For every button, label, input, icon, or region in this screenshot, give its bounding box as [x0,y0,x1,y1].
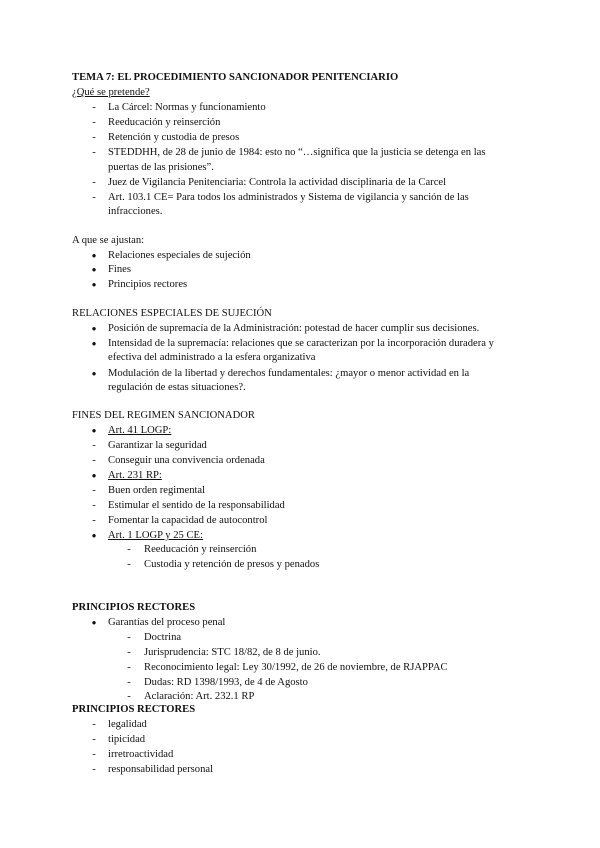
list-item: Art. 1 LOGP y 25 CE: [108,530,203,541]
dash-marker: - [92,192,96,203]
bullet-marker: ● [91,324,97,333]
list-item: Garantizar la seguridad [108,440,207,451]
list-item: Art. 231 RP: [108,470,162,481]
list-item: legalidad [108,719,147,730]
list-item-continuation: regulación de estas situaciones?. [108,382,246,393]
dash-marker: - [127,691,131,702]
section-heading-principios-2: PRINCIPIOS RECTORES [72,704,196,715]
sub-list-item: Reconocimiento legal: Ley 30/1992, de 26 de noviembre, de RJAPPAC [144,662,448,673]
section-heading-relaciones: RELACIONES ESPECIALES DE SUJECIÓN [72,308,272,319]
dash-marker: - [92,485,96,496]
section-heading-pretende: ¿Qué se pretende? [72,87,150,98]
dash-marker: - [92,102,96,113]
list-item: Garantías del proceso penal [108,617,226,628]
bullet-marker: ● [91,265,97,274]
list-item-continuation: infracciones. [108,206,163,217]
bullet-marker: ● [91,369,97,378]
bullet-marker: ● [91,280,97,289]
list-item: Art. 103.1 CE= Para todos los administrados y Sistema de vigilancia y sanción de las [108,192,469,203]
bullet-marker: ● [91,251,97,260]
list-item: STEDDHH, de 28 de junio de 1984: esto no “…significa que la justicia se detenga en las [108,147,486,158]
list-item: Estimular el sentido de la responsabilidad [108,500,285,511]
section-heading-ajustan: A que se ajustan: [72,235,145,246]
list-item: Fines [108,264,131,275]
dash-marker: - [92,500,96,511]
list-item-continuation: puertas de las prisiones”. [108,162,214,173]
list-item: Retención y custodia de presos [108,132,240,143]
dash-marker: - [92,749,96,760]
list-item: Posición de supremacía de la Administración: potestad de hacer cumplir sus decisiones. [108,323,480,334]
section-heading-fines: FINES DEL REGIMEN SANCIONADOR [72,410,255,421]
dash-marker: - [127,632,131,643]
dash-marker: - [127,662,131,673]
dash-marker: - [92,147,96,158]
list-item-continuation: efectiva del administrado a la esfera organizativa [108,352,316,363]
sub-list-item: Jurisprudencia: STC 18/82, de 8 de junio. [144,647,321,658]
bullet-marker: ● [91,471,97,480]
dash-marker: - [92,177,96,188]
sub-list-item: Doctrina [144,632,182,643]
list-item: responsabilidad personal [108,764,214,775]
list-item: Art. 41 LOGP: [108,425,172,436]
list-item: La Cárcel: Normas y funcionamiento [108,102,266,113]
sub-list-item: Custodia y retención de presos y penados [144,559,320,570]
list-item: Principios rectores [108,279,188,290]
list-item: irretroactividad [108,749,174,760]
sub-list-item: Aclaración: Art. 232.1 RP [144,691,255,702]
dash-marker: - [92,117,96,128]
dash-marker: - [92,719,96,730]
dash-marker: - [92,132,96,143]
bullet-marker: ● [91,339,97,348]
dash-marker: - [92,764,96,775]
document-title: TEMA 7: EL PROCEDIMIENTO SANCIONADOR PENITENCIARIO [72,72,399,83]
list-item: Intensidad de la supremacía: relaciones que se caracterizan por la incorporación duradera y [108,338,494,349]
dash-marker: - [92,734,96,745]
bullet-marker: ● [91,531,97,540]
bullet-marker: ● [91,426,97,435]
list-item: Modulación de la libertad y derechos fundamentales: ¿mayor o menor actividad en la [108,368,470,379]
dash-marker: - [92,515,96,526]
dash-marker: - [92,455,96,466]
list-item: Reeducación y reinserción [108,117,221,128]
list-item: Buen orden regimental [108,485,206,496]
list-item: Relaciones especiales de sujeción [108,250,251,261]
list-item: tipicidad [108,734,146,745]
list-item: Juez de Vigilancia Penitenciaria: Controla la actividad disciplinaria de la Carcel [108,177,447,188]
dash-marker: - [127,544,131,555]
bullet-marker: ● [91,618,97,627]
list-item: Fomentar la capacidad de autocontrol [108,515,268,526]
dash-marker: - [127,559,131,570]
section-heading-principios: PRINCIPIOS RECTORES [72,602,196,613]
sub-list-item: Dudas: RD 1398/1993, de 4 de Agosto [144,677,308,688]
list-item: Conseguir una convivencia ordenada [108,455,265,466]
dash-marker: - [127,647,131,658]
sub-list-item: Reeducación y reinserción [144,544,257,555]
dash-marker: - [127,677,131,688]
dash-marker: - [92,440,96,451]
